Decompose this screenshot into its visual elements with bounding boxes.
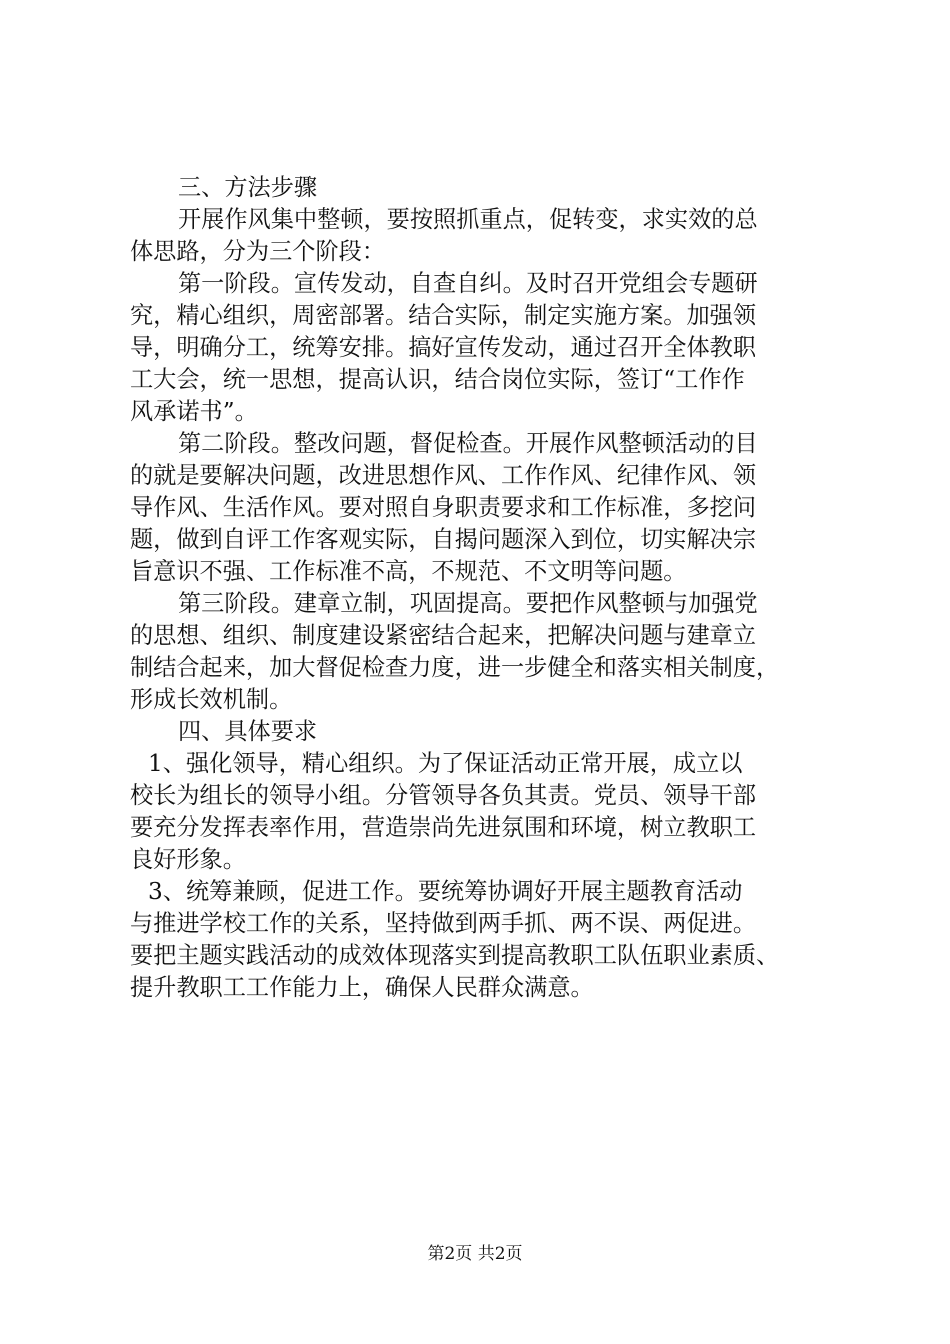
paragraph-line: 要把主题实践活动的成效体现落实到提高教职工队伍职业素质、 — [130, 942, 780, 969]
paragraph-line: 体思路，分为三个阶段： — [130, 238, 386, 265]
paragraph-line: 第二阶段。整改问题，督促检查。开展作风整顿活动的目 — [178, 430, 758, 457]
paragraph-line: 究，精心组织，周密部署。结合实际，制定实施方案。加强领 — [130, 302, 757, 329]
paragraph-line: 旨意识不强、工作标准不高，不规范、不文明等问题。 — [130, 558, 687, 585]
section-heading-methods: 三、方法步骤 — [178, 174, 318, 201]
paragraph-line: 工大会，统一思想，提高认识，结合岗位实际，签订“工作作 — [130, 366, 745, 393]
paragraph-line: 开展作风集中整顿，要按照抓重点，促转变，求实效的总 — [178, 206, 758, 233]
section-heading-requirements: 四、具体要求 — [178, 718, 318, 745]
page-number-footer: 第2页 共2页 — [427, 1244, 523, 1264]
paragraph-line: 导作风、生活作风。要对照自身职责要求和工作标准，多挖问 — [130, 494, 757, 521]
paragraph-line: 第三阶段。建章立制，巩固提高。要把作风整顿与加强党 — [178, 590, 758, 617]
paragraph-line: 的思想、组织、制度建设紧密结合起来，把解决问题与建章立 — [130, 622, 757, 649]
paragraph-line: 题，做到自评工作客观实际，自揭问题深入到位，切实解决宗 — [130, 526, 757, 553]
paragraph-line: 形成长效机制。 — [130, 686, 293, 713]
paragraph-line: 1、强化领导，精心组织。为了保证活动正常开展，成立以 — [148, 750, 743, 777]
paragraph-line: 提升教职工工作能力上，确保人民群众满意。 — [130, 974, 594, 1001]
paragraph-line: 导，明确分工，统筹安排。搞好宣传发动，通过召开全体教职 — [130, 334, 757, 361]
paragraph-line: 3、统筹兼顾，促进工作。要统筹协调好开展主题教育活动 — [148, 878, 743, 905]
paragraph-line: 良好形象。 — [130, 846, 246, 873]
paragraph-line: 的就是要解决问题，改进思想作风、工作作风、纪律作风、领 — [130, 462, 757, 489]
document-body — [130, 172, 830, 1004]
paragraph-line: 与推进学校工作的关系，坚持做到两手抓、两不误、两促进。 — [130, 910, 757, 937]
paragraph-line: 校长为组长的领导小组。分管领导各负其责。党员、领导干部 — [130, 782, 757, 809]
paragraph-line: 要充分发挥表率作用，营造崇尚先进氛围和环境，树立教职工 — [130, 814, 757, 841]
paragraph-line: 第一阶段。宣传发动，自查自纠。及时召开党组会专题研 — [178, 270, 758, 297]
paragraph-line: 风承诺书”。 — [130, 398, 258, 425]
paragraph-line: 制结合起来，加大督促检查力度，进一步健全和落实相关制度， — [130, 654, 780, 681]
